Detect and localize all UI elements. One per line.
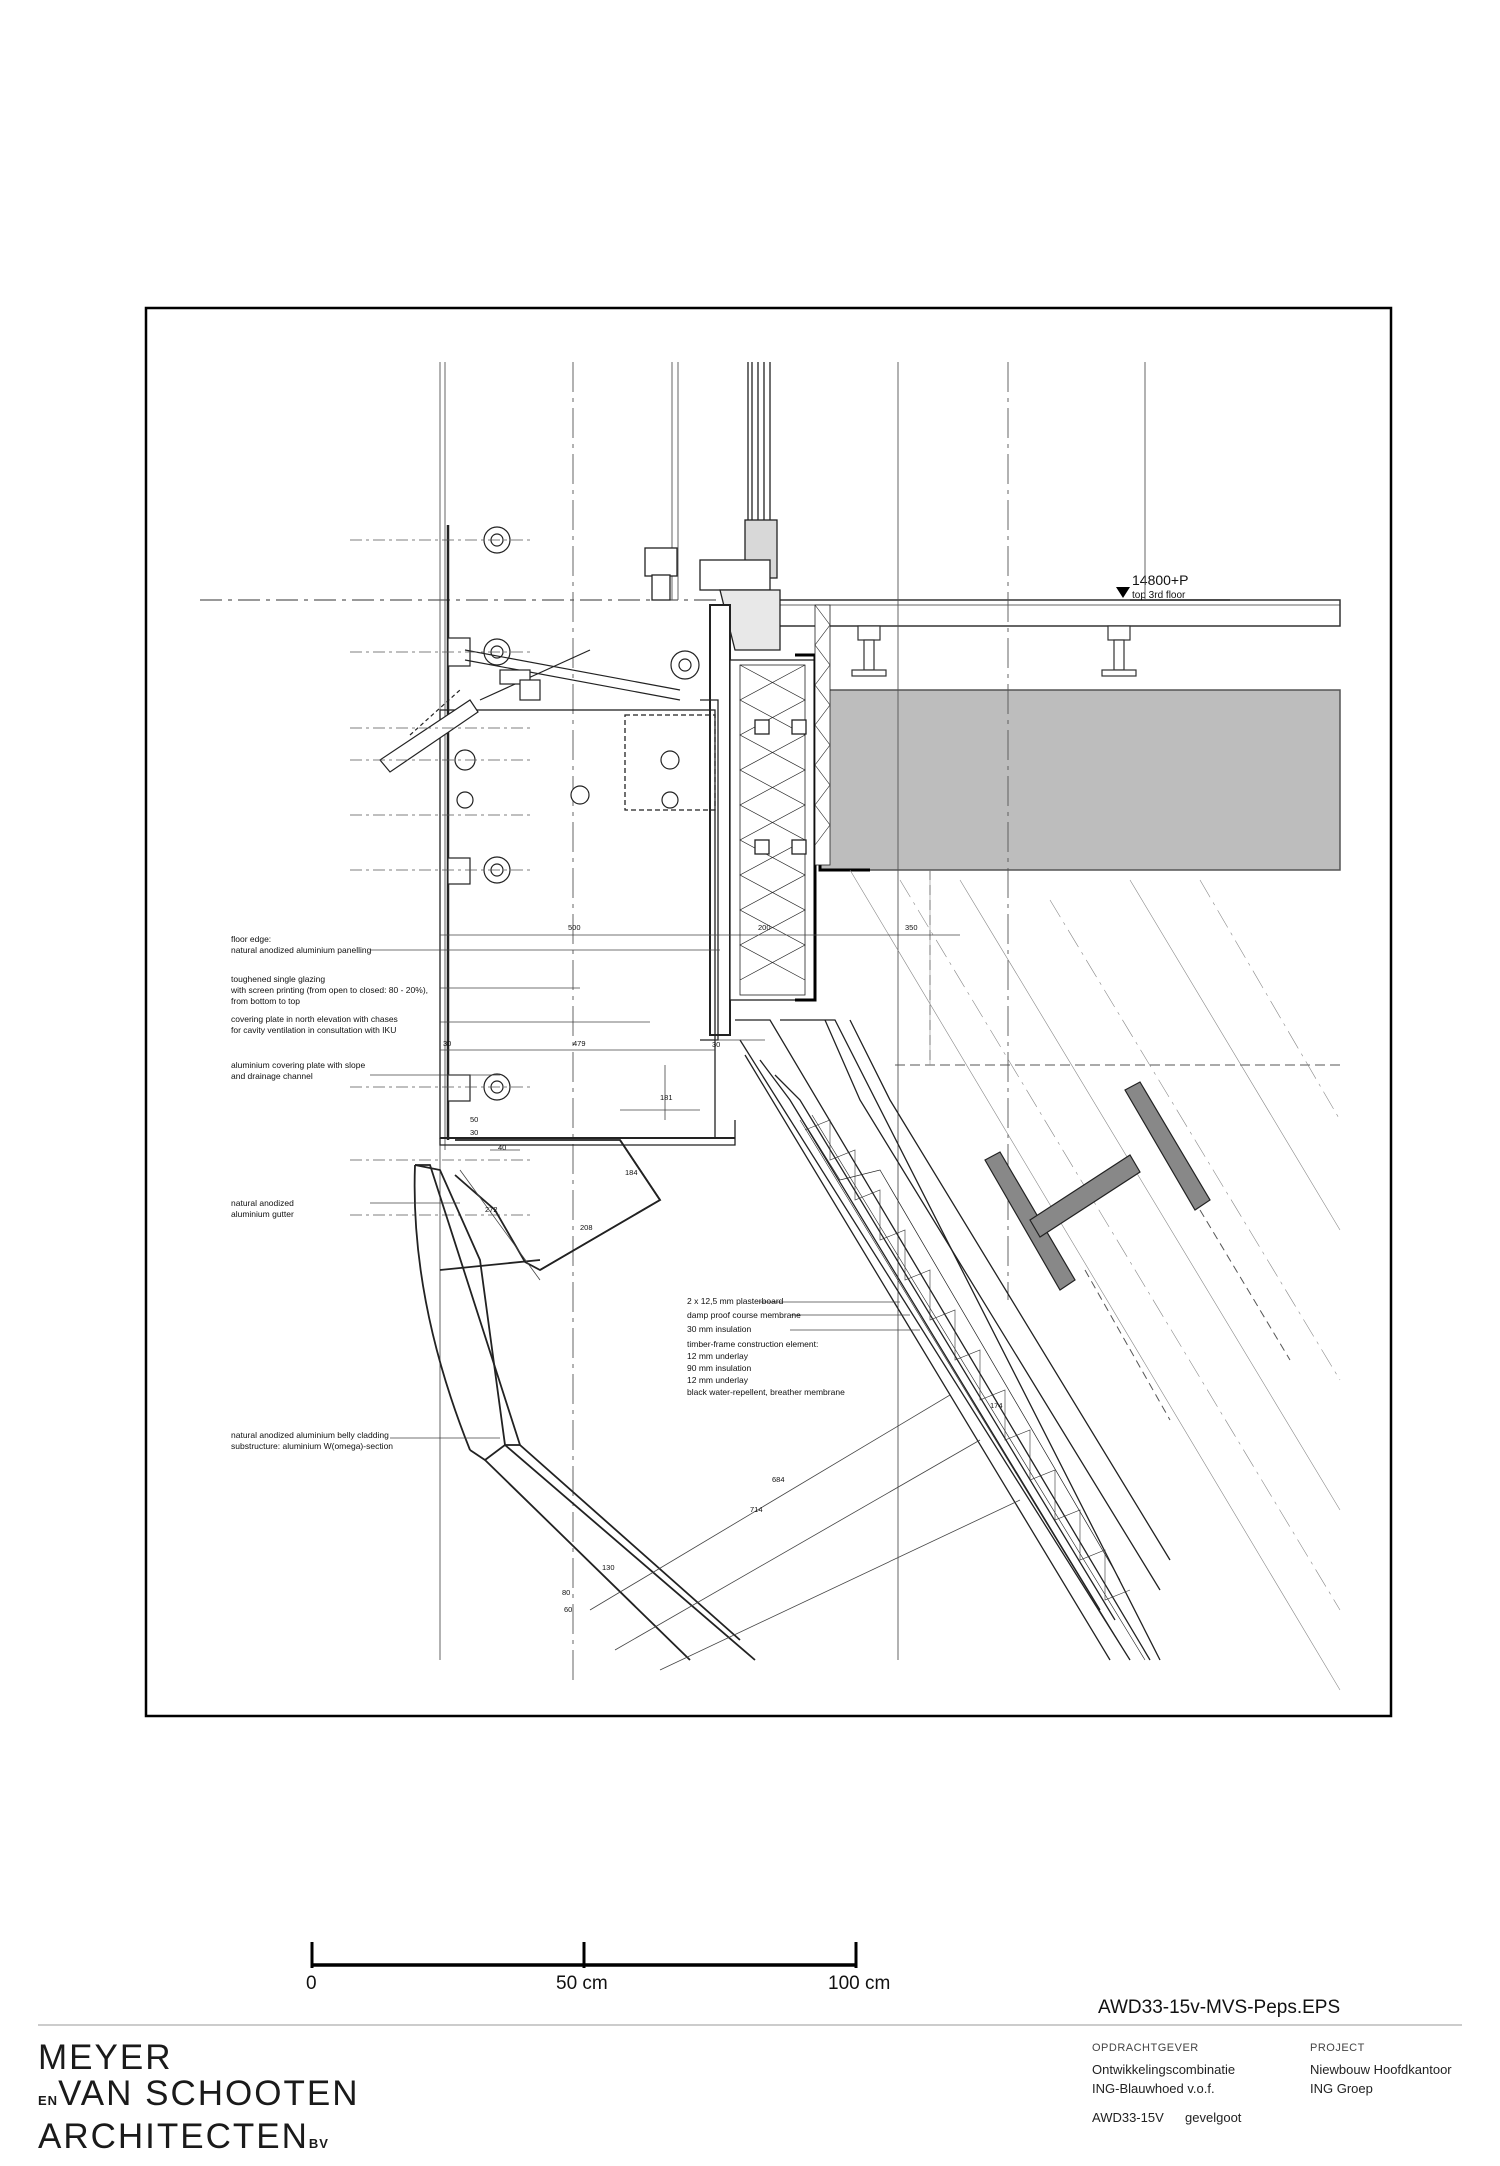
annotation-line: covering plate in north elevation with chases <box>231 1014 398 1024</box>
annotation-line: floor edge: <box>231 934 272 944</box>
floor-pedestals <box>852 626 1136 676</box>
dim-label: 80 <box>562 1588 571 1597</box>
annotation-wall-build-up <box>687 1296 845 1397</box>
annotation-line: 30 mm insulation <box>687 1324 752 1334</box>
client-line-2: ING-Blauwhoed v.o.f. <box>1092 2081 1215 2096</box>
ventilation-flap <box>380 650 680 772</box>
drawing-frame <box>146 308 1391 1716</box>
dim-label: 200 <box>758 923 771 932</box>
scale-label-100: 100 cm <box>828 1973 891 1994</box>
level-label: top 3rd floor <box>1132 590 1186 601</box>
file-name: AWD33-15v-MVS-Peps.EPS <box>1098 1997 1341 2018</box>
annotation-covering-plate-slope <box>231 1060 365 1081</box>
dim-label: 30 <box>443 1039 452 1048</box>
project-line-1: Niewbouw Hoofdkantoor <box>1310 2062 1452 2077</box>
architect-logo <box>38 2040 360 2162</box>
annotation-gutter <box>231 1198 294 1219</box>
drawing-code: AWD33-15V <box>1092 2110 1164 2125</box>
logo-line-3 <box>38 2119 360 2162</box>
dim-label: 208 <box>580 1223 593 1232</box>
client-heading: OPDRACHTGEVER <box>1092 2042 1199 2054</box>
belly-cladding <box>415 1165 755 1660</box>
annotation-line: for cavity ventilation in consultation with IKU <box>231 1025 397 1035</box>
dim-label: 684 <box>772 1475 785 1484</box>
drawing-title: gevelgoot <box>1185 2110 1242 2125</box>
aluminium-panelling <box>440 700 735 1145</box>
scale-label-50: 50 cm <box>556 1973 608 1994</box>
annotation-line: black water-repellent, breather membrane <box>687 1387 845 1397</box>
logo-en: EN <box>38 2093 59 2108</box>
dim-label: 714 <box>750 1505 763 1514</box>
dim-label: 350 <box>905 923 918 932</box>
annotation-line: 12 mm underlay <box>687 1351 748 1361</box>
annotation-line: damp proof course membrane <box>687 1310 801 1320</box>
level-value: 14800+P <box>1132 572 1189 588</box>
client-line-1: Ontwikkelingscombinatie <box>1092 2062 1236 2077</box>
annotation-line: aluminium gutter <box>231 1209 294 1219</box>
dim-label: 500 <box>568 923 581 932</box>
dim-label: 479 <box>573 1039 586 1048</box>
dim-label: 272 <box>485 1205 498 1214</box>
logo-line-1: MEYER <box>38 2038 173 2077</box>
project-line-2: ING Groep <box>1310 2081 1373 2096</box>
scale-bar <box>312 1942 856 1968</box>
annotation-line: 12 mm underlay <box>687 1375 748 1385</box>
annotation-line: natural anodized <box>231 1198 294 1208</box>
raised-floor <box>765 600 1340 626</box>
project-heading: PROJECT <box>1310 2042 1365 2054</box>
dim-label: 60 <box>564 1605 573 1614</box>
dim-label: 174 <box>990 1401 1003 1410</box>
annotation-belly <box>231 1430 393 1451</box>
annotation-line: substructure: aluminium W(omega)-section <box>231 1441 394 1451</box>
annotation-covering-plate-north <box>231 1014 398 1035</box>
title-block-client <box>1092 2042 1292 2127</box>
annotation-line: 90 mm insulation <box>687 1363 752 1373</box>
logo-bv: BV <box>308 2136 329 2151</box>
annotation-glazing <box>230 974 428 1006</box>
logo-line-2 <box>38 2076 360 2119</box>
dim-label: 30 <box>712 1040 721 1049</box>
annotation-line: from bottom to top <box>231 996 300 1006</box>
dim-label: 130 <box>602 1563 615 1572</box>
dim-label: 181 <box>660 1093 673 1102</box>
dim-label: 30 <box>470 1128 479 1137</box>
annotation-line: natural anodized aluminium panelling <box>231 945 372 955</box>
dim-label: 40 <box>498 1143 507 1152</box>
title-block-project <box>1310 2042 1490 2098</box>
logo-line-2-text: VAN SCHOOTEN <box>58 2074 360 2113</box>
level-marker-icon <box>1116 587 1130 598</box>
steel-i-beam <box>985 1082 1210 1290</box>
annotation-line: natural anodized aluminium belly cladding <box>231 1430 389 1440</box>
dim-label: 50 <box>470 1115 479 1124</box>
annotation-line: toughened single glazing <box>231 974 326 984</box>
grid-lines <box>440 362 1340 1680</box>
annotation-line: 2 x 12,5 mm plasterboard <box>687 1296 784 1306</box>
annotation-line: with screen printing (from open to closed: 80 - 20%), <box>231 985 429 995</box>
logo-line-3-text: ARCHITECTEN <box>38 2117 309 2156</box>
annotation-line: timber-frame construction element: <box>687 1339 819 1349</box>
annotation-line: aluminium covering plate with slope <box>231 1060 366 1070</box>
scale-label-0: 0 <box>306 1973 317 1994</box>
annotation-floor-edge <box>231 934 372 955</box>
drawing-code-line <box>1092 2108 1292 2127</box>
annotation-line: and drainage channel <box>231 1071 313 1081</box>
dim-label: 184 <box>625 1168 638 1177</box>
